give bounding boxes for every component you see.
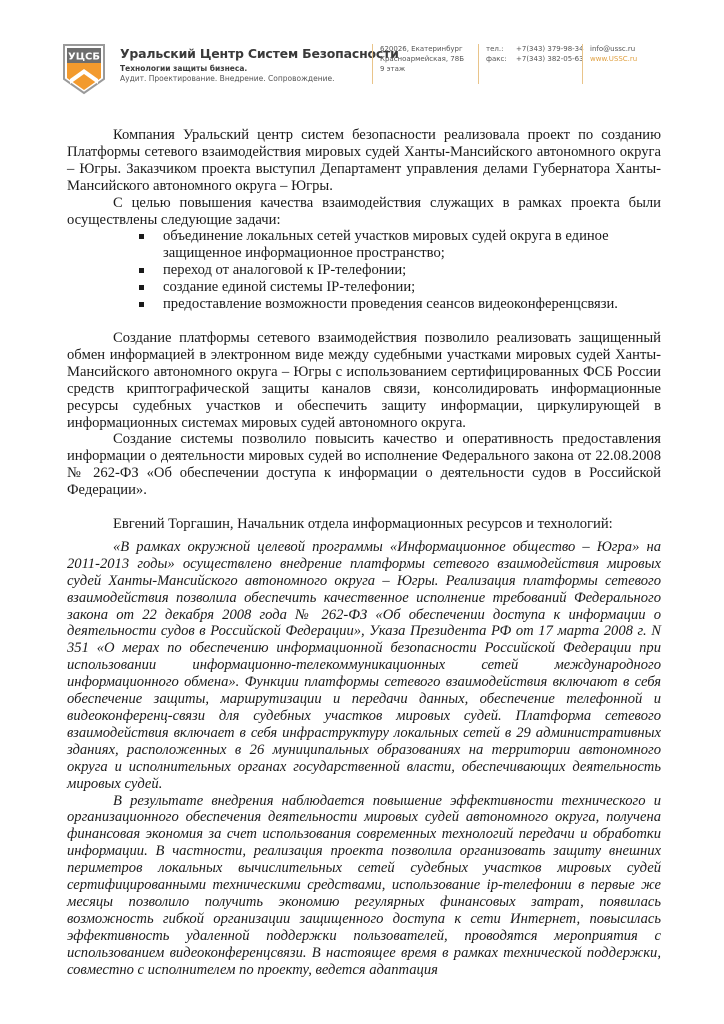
fax-number: +7(343) 382-05-63: [516, 55, 584, 63]
system-paragraph: Создание системы позволило повысить качество и оперативность предоставления информации о деятельности мировых судей во исполнение Федерального закона от 22.08.2008 № 262-ФЗ «Об обеспечении доступа к информации о деятельности судов в Российской Федерации».: [67, 431, 661, 499]
document-body: [67, 127, 661, 979]
quote-paragraph-2: В результате внедрения наблюдается повышение эффективности технического и организационного обеспечения деятельности мировых судей автономного округа, получена финансовая экономия за счет использования современных технологий передачи и обработки информации. В частности, реализация проекта позволила организовать защиту внешних периметров локальных вычислительных сетей судебных участков мировых судей сертифицированными техническими средствами, использование ip-телефонии в первые же месяцы позволило получить экономию регулярных финансовых затрат, появилась возможность гибкой организации защищенного доступа к сети Интернет, повысилась эффективность удаленной поддержки пользователей, проводятся мероприятия с использованием видеоконференцсвязи. В настоящее время в рамках технической поддержки, совместно с исполнителем по проекту, ведется адаптация: [67, 792, 661, 978]
website-link[interactable]: www.USSC.ru: [590, 55, 638, 63]
phone-block: [478, 44, 584, 84]
address-line-2: Красноармейская, 78Б: [380, 55, 465, 63]
spacer: [67, 313, 661, 330]
task-item: создание единой системы IP-телефонии;: [163, 279, 661, 296]
platform-paragraph: Создание платформы сетевого взаимодействия позволило реализовать защищенный обмен информацией в электронном виде между судебными участками мировых судей Ханты-Мансийского автономного округа – Югры с использованием сертифицированных ФСБ России средств криптографической защиты каналов связи, консолидировать информационные ресурсы судебных участков и обеспечить защиту информации, циркулирующей в информационных системах мировых судей автономного округа.: [67, 329, 661, 431]
quote-paragraph-1: «В рамках окружной целевой программы «Информационное общество – Югра» на 2011-2013 годы» осуществлено внедрение платформы сетевого взаимодействия мировых судей Ханты-Мансийского автономного округа – Югры. Реализация платформы сетевого взаимодействия позволила обеспечить качественное исполнение требований Федерального закона от 22 декабря 2008 года № 262-ФЗ «Об обеспечении доступа к информации о деятельности судов в Российской Федерации», Указа Президента РФ от 17 марта 2008 г. N 351 «О мерах по обеспечению информационной безопасности Российской Федерации при использовании информационно-телекоммуникационных сетей международного информационного обмена». Функции платформы сетевого взаимодействия включают в себя обеспечение защиты, маршрутизации и передачи данных, обеспечение телефонной и видеоконференц-связи для судебных участков мировых судей. Платформа сетевого взаимодействия включает в себя инфраструктуру локальных сетей в 29 административных зданиях, расположенных в 26 муниципальных образованиях на территории автономного округа и исполнительных органах государственной власти, обеспечивающих деятельность мировых судей.: [67, 538, 661, 792]
tasks-intro-paragraph: С целью повышения качества взаимодействия служащих в рамках проекта были осуществлены следующие задачи:: [67, 194, 661, 228]
logo-text: УЦСБ: [68, 51, 100, 63]
ussc-logo-icon: [62, 43, 106, 95]
address-block: [372, 44, 464, 84]
address-line-3: 9 этаж: [380, 65, 406, 73]
task-item: переход от аналоговой к IP-телефонии;: [163, 262, 661, 279]
fax-label: факс:: [486, 55, 507, 63]
address-line-1: 620026, Екатеринбург: [380, 45, 463, 53]
company-services: Аудит. Проектирование. Внедрение. Сопровождение.: [120, 74, 335, 83]
web-block: [582, 44, 637, 84]
quote-author: Евгений Торгашин, Начальник отдела информационных ресурсов и технологий:: [113, 516, 613, 533]
intro-paragraph: Компания Уральский центр систем безопасности реализовала проект по созданию Платформы сетевого взаимодействия мировых судей Ханты-Мансийского автономного округа – Югры. Заказчиком проекта выступил Департамент управления делами Губернатора Ханты-Мансийского автономного округа – Югры.: [67, 127, 661, 194]
tasks-list: [163, 228, 661, 313]
company-name: Уральский Центр Систем Безопасности: [120, 46, 399, 61]
letterhead: [62, 38, 702, 98]
tel-label: тел.:: [486, 45, 504, 53]
task-item: объединение локальных сетей участков мировых судей округа в единое защищенное информационное пространство;: [163, 228, 661, 262]
company-tagline: Технологии защиты бизнеса.: [120, 64, 248, 73]
task-item: предоставление возможности проведения сеансов видеоконференцсвязи.: [163, 296, 661, 313]
email-link[interactable]: info@ussc.ru: [590, 45, 636, 53]
spacer: [67, 499, 661, 516]
tel-number: +7(343) 379-98-34: [516, 45, 584, 53]
brand-block: [120, 46, 399, 83]
